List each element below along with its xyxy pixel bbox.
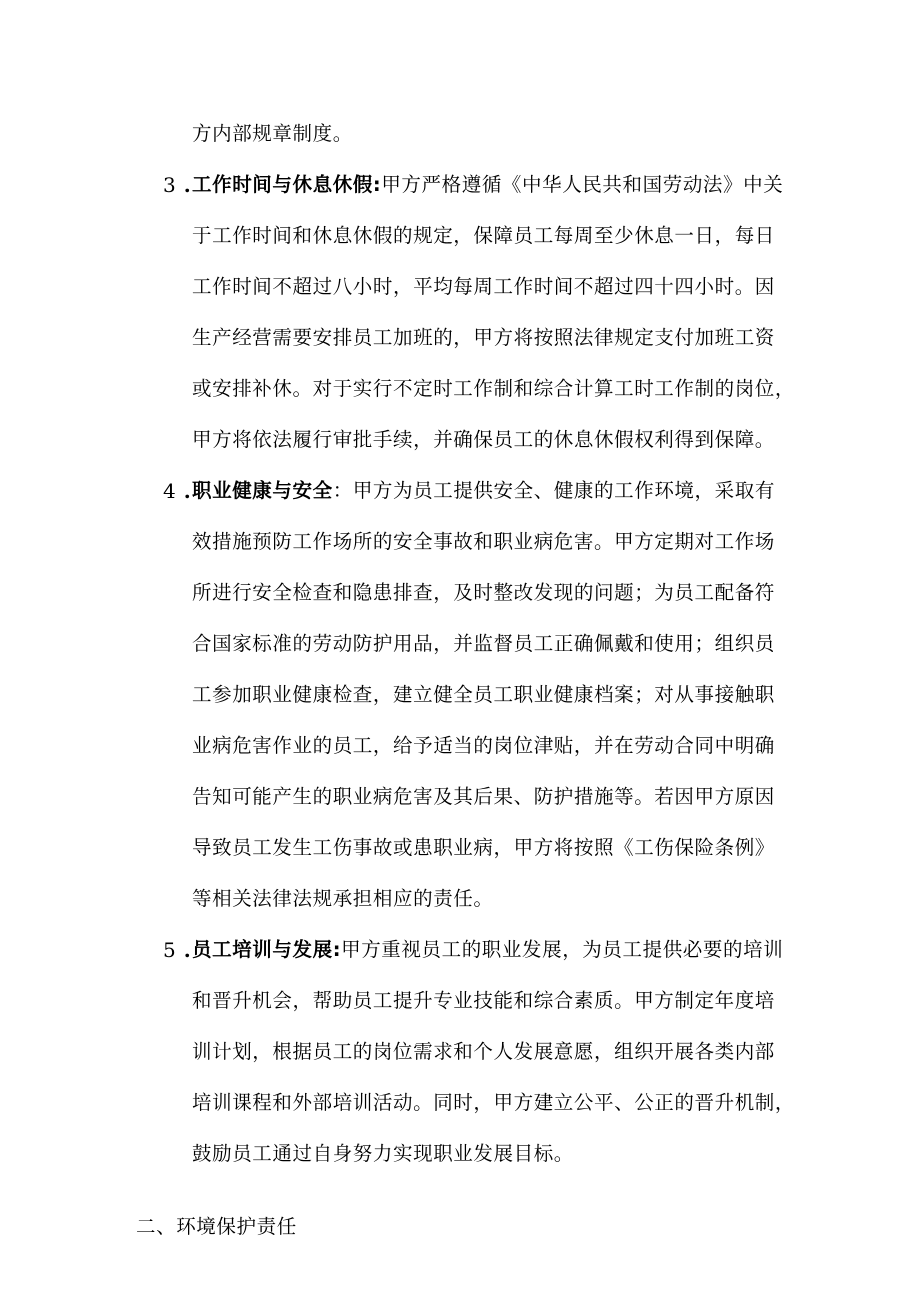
item-line-text: 鼓励员工通过自身努力实现职业发展目标。 <box>192 1142 574 1165</box>
item-line-text: 工参加职业健康检查，建立健全员工职业健康档案；对从事接触职 <box>192 683 775 706</box>
item-line-text: 导致员工发生工伤事故或患职业病，甲方将按照《工伤保险条例》 <box>192 836 775 859</box>
item-line-text: 效措施预防工作场所的安全事故和职业病危害。甲方定期对工作场 <box>192 530 775 553</box>
item-line-text: 和晋升机会，帮助员工提升专业技能和综合素质。甲方制定年度培 <box>192 989 775 1012</box>
item-separator: ： <box>332 479 353 502</box>
item-line-text: 业病危害作业的员工，给予适当的岗位津贴，并在劳动合同中明确 <box>192 734 775 757</box>
item-line-text: 甲方重视员工的职业发展，为员工提供必要的培训 <box>341 938 784 961</box>
item-first-line <box>192 478 775 504</box>
continuation-text: 方内部规章制度。 <box>192 122 353 145</box>
item-line-text: 所进行安全检查和隐患排查，及时整改发现的问题；为员工配备符 <box>192 581 775 604</box>
item-line-text: 于工作时间和休息休假的规定，保障员工每周至少休息一日，每日 <box>192 224 775 247</box>
item-line-text: 等相关法律法规承担相应的责任。 <box>192 887 494 910</box>
section-heading: 二、环境保护责任 <box>136 1215 297 1238</box>
item-title: 职业健康与安全 <box>192 479 333 502</box>
item-number: 4 . <box>163 479 191 503</box>
item-line-text: 训计划，根据员工的岗位需求和个人发展意愿，组织开展各类内部 <box>192 1040 775 1063</box>
item-first-line <box>192 937 783 963</box>
item-line-text: 甲方严格遵循《中华人民共和国劳动法》中关 <box>381 173 784 196</box>
item-title: 工作时间与休息休假 <box>192 173 373 196</box>
item-number: 3 . <box>163 173 191 197</box>
item-line-text: 工作时间不超过八小时，平均每周工作时间不超过四十四小时。因 <box>192 275 775 298</box>
item-line-text: 合国家标准的劳动防护用品，并监督员工正确佩戴和使用；组织员 <box>192 632 775 655</box>
item-first-line <box>192 172 783 198</box>
item-line-text: 或安排补休。对于实行不定时工作制和综合计算工时工作制的岗位， <box>192 377 796 400</box>
item-number: 5 . <box>163 938 191 962</box>
item-line-text: 生产经营需要安排员工加班的，甲方将按照法律规定支付加班工资 <box>192 326 775 349</box>
item-separator: : <box>372 173 382 196</box>
item-line-text: 甲方为员工提供安全、健康的工作环境，采取有 <box>352 479 775 502</box>
item-line-text: 甲方将依法履行审批手续，并确保员工的休息休假权利得到保障。 <box>192 428 775 451</box>
item-line-text: 培训课程和外部培训活动。同时，甲方建立公平、公正的晋升机制， <box>192 1091 796 1114</box>
item-line-text: 告知可能产生的职业病危害及其后果、防护措施等。若因甲方原因 <box>192 785 775 808</box>
item-title: 员工培训与发展 <box>192 938 333 961</box>
item-separator: : <box>332 938 342 961</box>
